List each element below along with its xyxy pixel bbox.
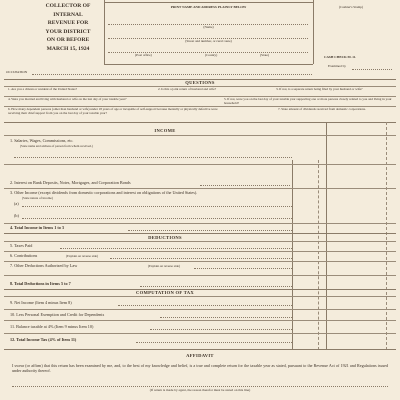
other-income-b-label: (b) <box>14 213 19 218</box>
total-deductions-leader <box>140 286 292 287</box>
income-rule <box>4 164 396 165</box>
income-title: INCOME <box>154 128 176 133</box>
contributions-leader <box>110 258 292 259</box>
collector-line: ON OR BEFORE <box>46 37 90 44</box>
question-5: 5. If not, were you on the last day of your taxable year supporting one or more persons closely related to you and living in your household? <box>224 97 392 105</box>
deductions-title: DEDUCTIONS <box>148 235 182 240</box>
questions-bottom-rule <box>4 122 396 123</box>
header-top-rule <box>104 2 313 3</box>
balance-leader <box>150 329 292 330</box>
examined-by-label: Examined by <box>328 64 346 68</box>
salaries-line[interactable] <box>14 157 292 158</box>
occupation-label: OCCUPATION <box>6 70 28 74</box>
deductions-item-6: 6. Contributions <box>10 253 38 258</box>
collector-line: INTERNAL <box>53 11 83 18</box>
collector-line: COLLECTOR OF <box>45 3 91 9</box>
question-4: 4. Were you married and living with husband or wife on the last day of your taxable year? <box>8 97 127 101</box>
header-divider-right <box>313 0 314 64</box>
agent-reason-line[interactable] <box>12 386 388 387</box>
computation-item-11: 11. Balance taxable at 4% (Item 9 minus Item 10) <box>10 324 94 329</box>
agent-reason-note: (If return is made by agent, the reason therefor must be stated on this line) <box>149 388 251 392</box>
questions-title: QUESTIONS <box>185 80 215 85</box>
other-income-a-line[interactable] <box>22 206 292 207</box>
post-office-label: (Post office) <box>135 53 152 57</box>
filing-instructions <box>38 2 98 54</box>
income-item-1-note: (State name and address of person from whom received.) <box>20 144 93 148</box>
other-deductions-leader <box>194 268 292 269</box>
cashier-stamp-label: (Cashier's Stamp) <box>338 5 364 9</box>
state-label: (State) <box>260 53 270 57</box>
amount-column-mid <box>326 122 327 350</box>
total-income-item-4: 4. Total Income in Items 1 to 3 <box>10 225 64 230</box>
header-divider-left <box>104 0 105 64</box>
other-income-a-label: (a) <box>14 201 19 206</box>
county-label: (County) <box>205 53 218 57</box>
interest-leader <box>200 185 290 186</box>
collector-line: YOUR DISTRICT <box>45 28 91 35</box>
computation-title: COMPUTATION OF TAX <box>136 290 194 295</box>
question-2: 2. Is this a joint return of husband and wife? <box>158 87 217 91</box>
deductions-item-7: 7. Other Deductions Authorized by Law <box>10 263 78 268</box>
computation-bottom-rule <box>4 349 396 350</box>
other-income-b-line[interactable] <box>22 218 292 219</box>
deductions-item-7-note: (Explain on reverse side) <box>148 264 180 268</box>
street-label: (Street and number, or rural route) <box>185 39 232 43</box>
total-deductions-item-8: 8. Total Deductions in Items 5 to 7 <box>10 281 71 286</box>
income-title-rule <box>4 135 396 136</box>
deductions-title-rule <box>4 241 396 242</box>
occupation-line[interactable] <box>32 74 312 75</box>
computation-item-9: 9. Net Income (Item 4 minus Item 8) <box>10 300 72 305</box>
deductions-item-5: 5. Taxes Paid <box>10 243 33 248</box>
income-rule <box>4 188 396 189</box>
income-item-1: 1. Salaries, Wages, Commissions, etc. <box>10 138 74 143</box>
computation-title-rule <box>4 296 396 297</box>
question-1: 1. Are you a citizen or resident of the United States? <box>8 87 77 91</box>
computation-item-10: 10. Less Personal Exemption and Credit for Dependents <box>10 312 105 317</box>
question-7: 7. State amount of dividends received from domestic corporations. <box>278 107 366 111</box>
collector-line: MARCH 15, 1924 <box>46 45 90 52</box>
cents-divider-right <box>386 122 387 350</box>
net-income-leader <box>118 305 292 306</box>
payment-method-label: CASH CHECK M. O. <box>324 55 356 59</box>
income-item-2: 2. Interest on Bank Deposits, Notes, Mortgages, and Corporation Bonds <box>10 180 131 185</box>
income-rule <box>4 223 396 224</box>
computation-rule <box>4 333 396 334</box>
income-item-3-note: (State nature of income) <box>22 196 53 200</box>
deductions-item-6-note: (Explain on reverse side) <box>66 254 98 258</box>
total-tax-leader <box>136 342 292 343</box>
deductions-rule <box>4 261 396 262</box>
print-name-label: PRINT NAME AND ADDRESS PLAINLY BELOW <box>170 5 247 9</box>
taxes-paid-leader <box>60 248 292 249</box>
computation-rule <box>4 309 396 310</box>
examined-by-line[interactable] <box>352 69 392 70</box>
collector-line: REVENUE FOR <box>47 20 89 27</box>
header-bottom-rule <box>104 64 313 65</box>
exemption-leader <box>160 317 292 318</box>
total-income-leader <box>128 230 292 231</box>
income-bottom-rule <box>4 233 396 234</box>
question-3: 3. If not, is a separate return being filed by your husband or wife? <box>276 87 363 91</box>
deductions-rule <box>4 251 396 252</box>
income-item-3: 3. Other Income (except dividends from domestic corporations and interest on obligations of the United States). <box>10 190 198 195</box>
name-label: (Name) <box>203 25 214 29</box>
deductions-rule <box>4 275 396 276</box>
affidavit-title: AFFIDAVIT <box>186 353 214 358</box>
question-6: 6. How many dependent persons (other than husband or wife) under 18 years of age or incapable of self-support because mentally or physically defective were receiving their chief support from you on the last day of your taxable year? <box>8 107 218 115</box>
total-tax-item-12: 12. Total Income Tax (4% of Item 11) <box>10 337 77 342</box>
computation-rule <box>4 320 396 321</box>
affidavit-text: I swear (or affirm) that this return has been examined by me, and, to the best of my knowledge and belief, is a true and complete return for the taxable year as stated, pursuant to the Revenue Act of 1921 and Regulations issued under authority thereof. <box>12 363 388 373</box>
